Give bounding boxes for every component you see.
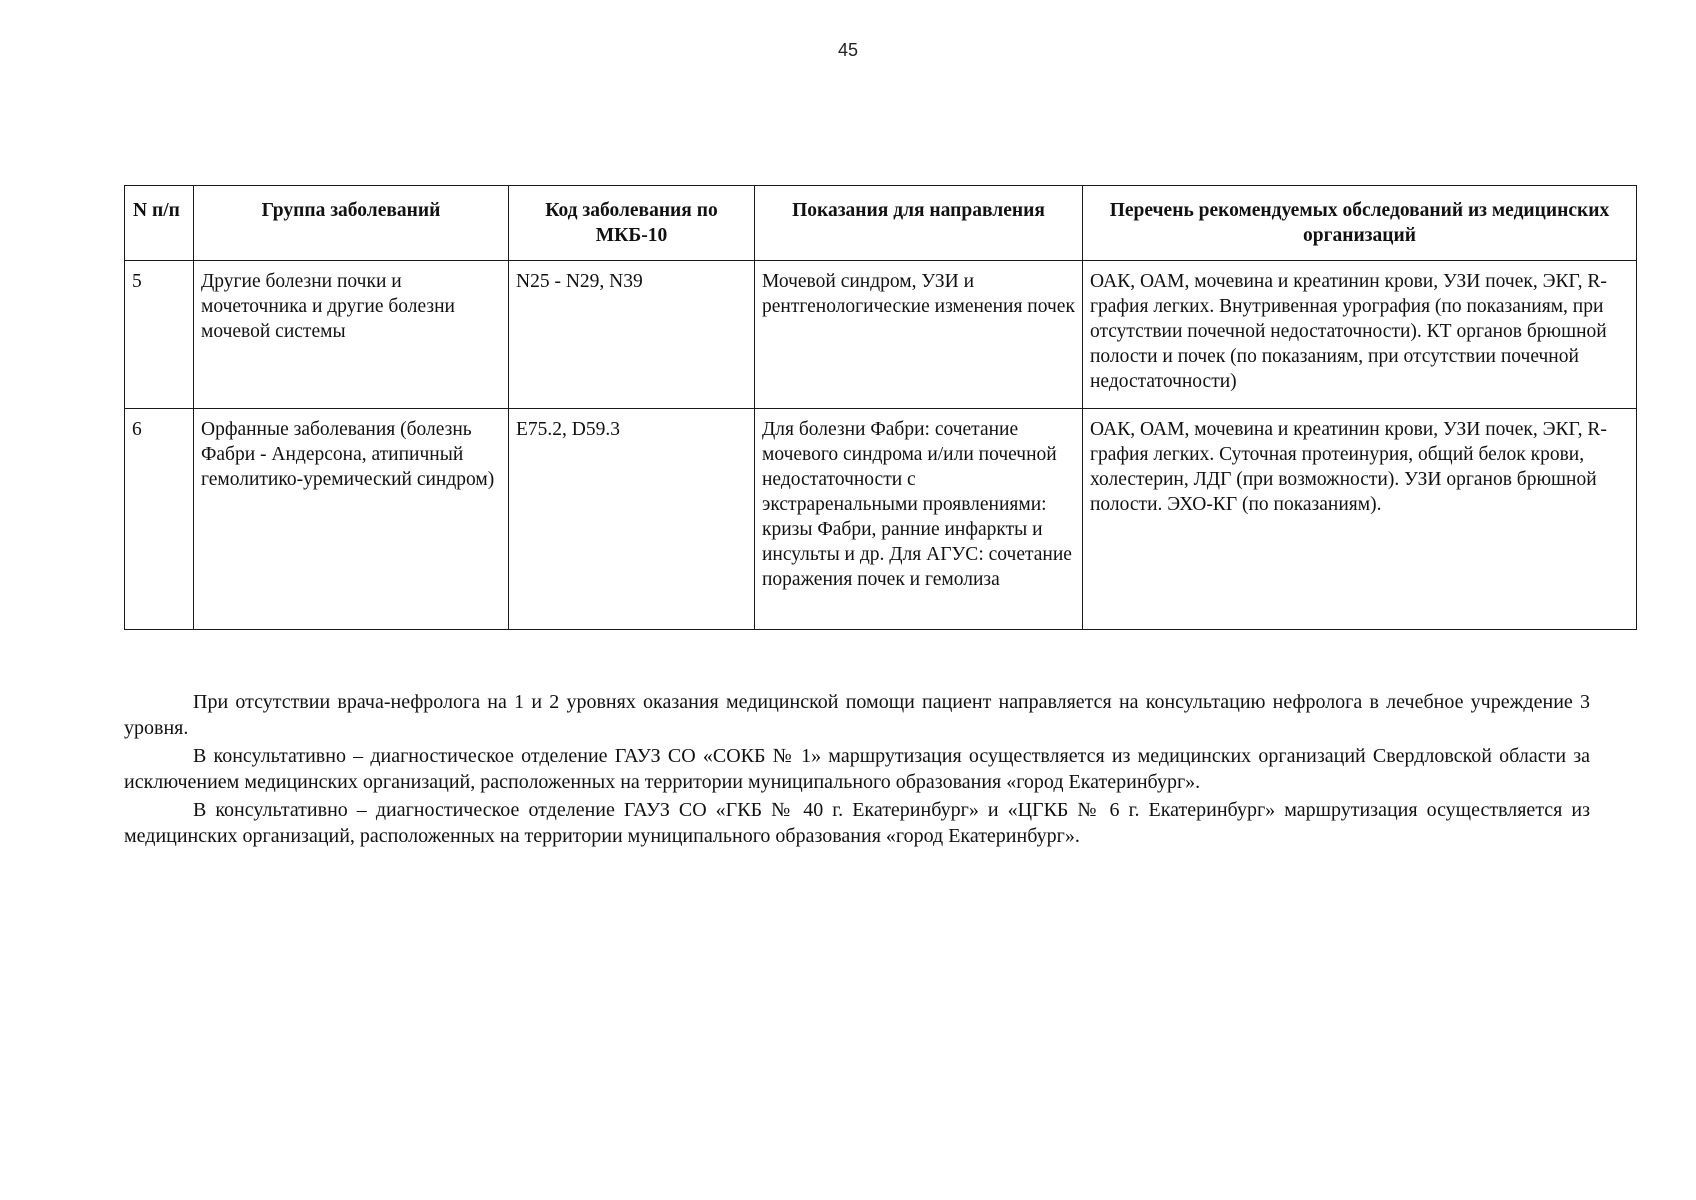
routing-table bbox=[124, 185, 1637, 630]
header-indications: Показания для направления bbox=[755, 186, 1083, 261]
paragraph: В консультативно – диагностическое отделение ГАУЗ СО «ГКБ № 40 г. Екатеринбург» и «ЦГКБ № 6 г. Екатеринбург» маршрутизация осуществляется из медицинских организаций, расположенных на территории муниципального образования «город Екатеринбург». bbox=[124, 799, 1590, 847]
paragraph: При отсутствии врача-нефролога на 1 и 2 уровнях оказания медицинской помощи пациент направляется на консультацию нефролога в лечебное учреждение 3 уровня. bbox=[124, 691, 1590, 739]
body-text bbox=[124, 690, 1590, 852]
cell-exams: ОАК, ОАМ, мочевина и креатинин крови, УЗИ почек, ЭКГ, R-графия легких. Суточная протеинурия, общий белок крови, холестерин, ЛДГ (при возможности). УЗИ органов брюшной полости. ЭХО-КГ (по показаниям). bbox=[1083, 409, 1637, 630]
cell-num: 5 bbox=[125, 261, 194, 409]
header-num: N п/п bbox=[125, 186, 194, 261]
cell-indications: Для болезни Фабри: сочетание мочевого синдрома и/или почечной недостаточности с экстраренальными проявлениями: кризы Фабри, ранние инфаркты и инсульты и др. Для АГУС: сочетание поражения почек и гемолиза bbox=[755, 409, 1083, 630]
cell-code: E75.2, D59.3 bbox=[509, 409, 755, 630]
cell-exams: ОАК, ОАМ, мочевина и креатинин крови, УЗИ почек, ЭКГ, R-графия легких. Внутривенная урография (по показаниям, при отсутствии почечной недостаточности). КТ органов брюшной полости и почек (по показаниям, при отсутствии почечной недостаточности) bbox=[1083, 261, 1637, 409]
table-row bbox=[125, 409, 1637, 630]
page-number: 45 bbox=[837, 40, 859, 60]
cell-indications: Мочевой синдром, УЗИ и рентгенологические изменения почек bbox=[755, 261, 1083, 409]
cell-group: Орфанные заболевания (болезнь Фабри - Андерсона, атипичный гемолитико-уремический синдром) bbox=[194, 409, 509, 630]
cell-num: 6 bbox=[125, 409, 194, 630]
header-group: Группа заболеваний bbox=[194, 186, 509, 261]
header-exams: Перечень рекомендуемых обследований из медицинских организаций bbox=[1083, 186, 1637, 261]
routing-table-container bbox=[124, 185, 1636, 630]
cell-code: N25 - N29, N39 bbox=[509, 261, 755, 409]
table-header-row bbox=[125, 186, 1637, 261]
paragraph: В консультативно – диагностическое отделение ГАУЗ СО «СОКБ № 1» маршрутизация осуществляется из медицинских организаций Свердловской области за исключением медицинских организаций, расположенных на территории муниципального образования «город Екатеринбург». bbox=[124, 745, 1590, 793]
header-code: Код заболевания по МКБ-10 bbox=[509, 186, 755, 261]
cell-group: Другие болезни почки и мочеточника и другие болезни мочевой системы bbox=[194, 261, 509, 409]
table-row bbox=[125, 261, 1637, 409]
